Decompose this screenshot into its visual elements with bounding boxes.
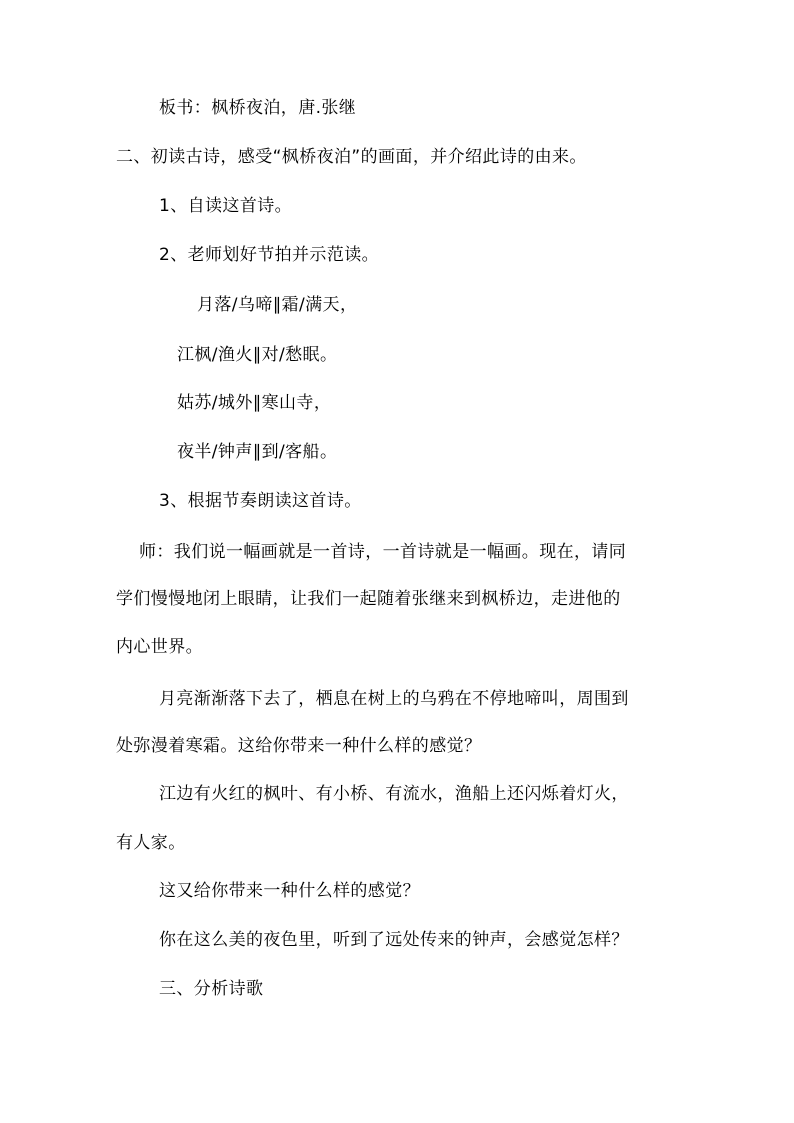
feeling-question: 这又给你带来一种什么样的感觉？ [159,881,420,901]
poem-line-1: 月落/乌啼∥霜/满天， [197,295,358,315]
teacher-paragraph-line-3: 内心世界。 [116,637,203,657]
moon-paragraph-line-2: 处弥漫着寒霜。这给你带来一种什么样的感觉？ [116,736,482,756]
step-3: 3、根据节奏朗读这首诗。 [159,491,362,511]
teacher-paragraph-line-2: 学们慢慢地闭上眼睛，让我们一起随着张继来到枫桥边，走进他的 [116,589,621,609]
poem-line-4: 夜半/钟声∥到/客船。 [177,442,338,462]
river-paragraph-line-2: 有人家。 [116,833,186,853]
board-note: 板书：枫桥夜泊，唐.张继 [159,98,357,118]
section-heading-2: 二、初读古诗，感受“枫桥夜泊”的画面，并介绍此诗的由来。 [116,147,587,167]
moon-paragraph-line-1: 月亮渐渐落下去了，栖息在树上的乌鸦在不停地啼叫，周围到 [159,689,629,709]
section-heading-3: 三、分析诗歌 [159,979,264,999]
poem-line-2: 江枫/渔火∥对/愁眠。 [177,345,338,365]
bell-question: 你在这么美的夜色里，听到了远处传来的钟声，会感觉怎样？ [159,930,629,950]
step-2: 2、老师划好节拍并示范读。 [159,245,380,265]
river-paragraph-line-1: 江边有火红的枫叶、有小桥、有流水，渔船上还闪烁着灯火， [159,784,629,804]
step-1: 1、自读这首诗。 [159,196,293,216]
teacher-paragraph-line-1: 师：我们说一幅画就是一首诗，一首诗就是一幅画。现在，请同 [139,542,627,562]
poem-line-3: 姑苏/城外∥寒山寺， [177,393,332,413]
